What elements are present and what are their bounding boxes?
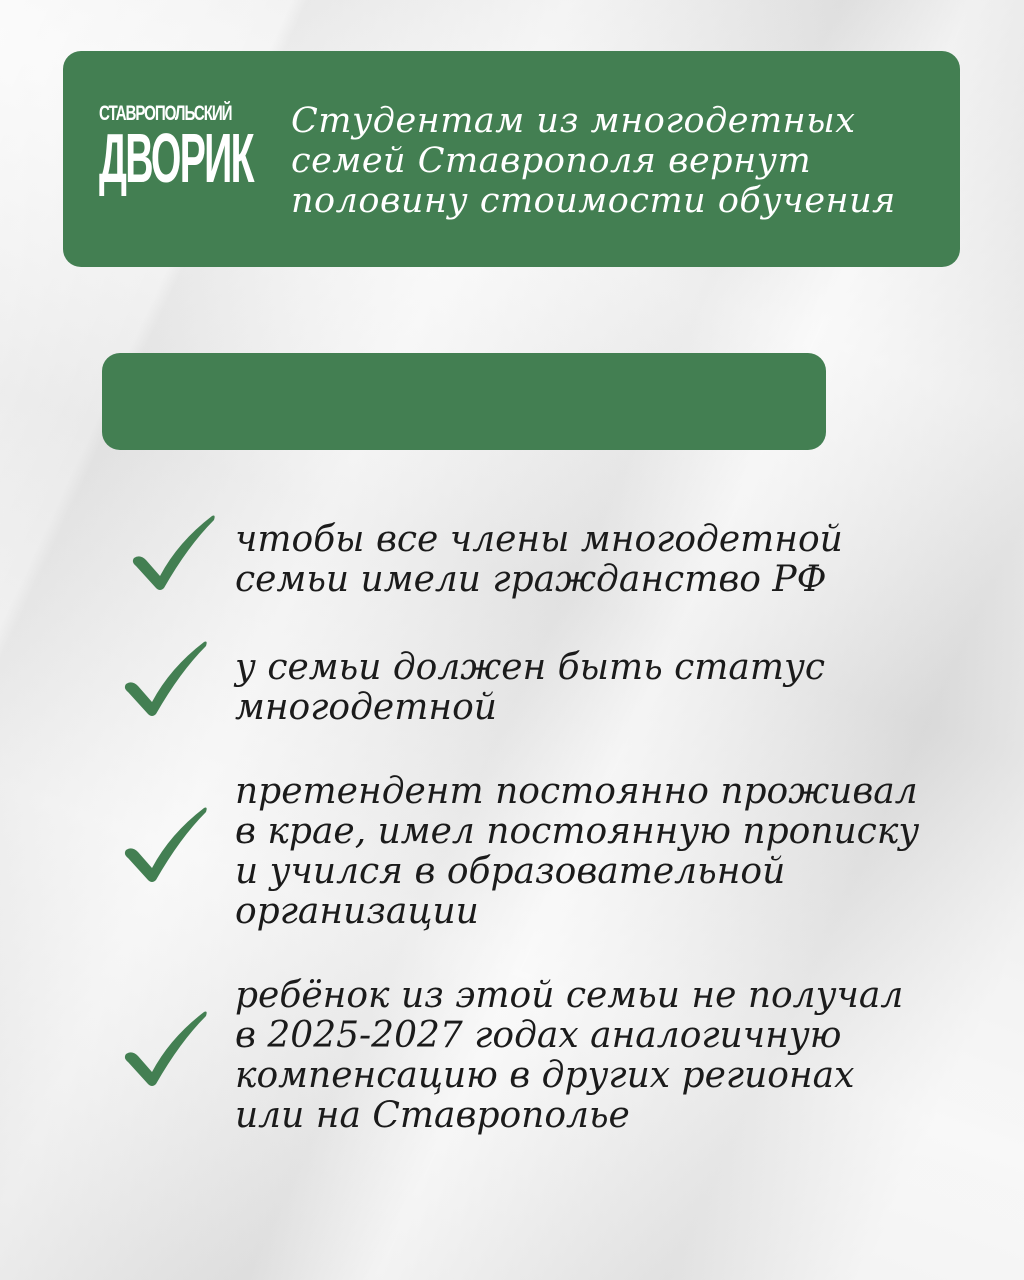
logo-top-text: СТАВРОПОЛЬСКИЙ	[99, 102, 232, 125]
requirement-text: ребёнок из этой семьи не получал в 2025-2027 годах аналогичную компенсацию в других регионах или на Ставрополье	[235, 975, 904, 1136]
check-icon	[118, 1008, 214, 1088]
check-icon	[118, 638, 214, 718]
page-title: Студентам из многодетных семей Ставрополя вернут половину стоимости обучения	[291, 101, 896, 221]
check-icon	[126, 512, 222, 592]
logo-bottom-text: ДВОРИК	[99, 119, 253, 197]
requirement-text: чтобы все члены многодетной семьи имели гражданство РФ	[235, 519, 843, 600]
requirement-text: претендент постоянно проживал в крае, имел постоянную прописку и учился в образовательной организации	[235, 771, 920, 932]
requirement-text: у семьи должен быть статус многодетной	[235, 647, 826, 728]
check-icon	[118, 804, 214, 884]
